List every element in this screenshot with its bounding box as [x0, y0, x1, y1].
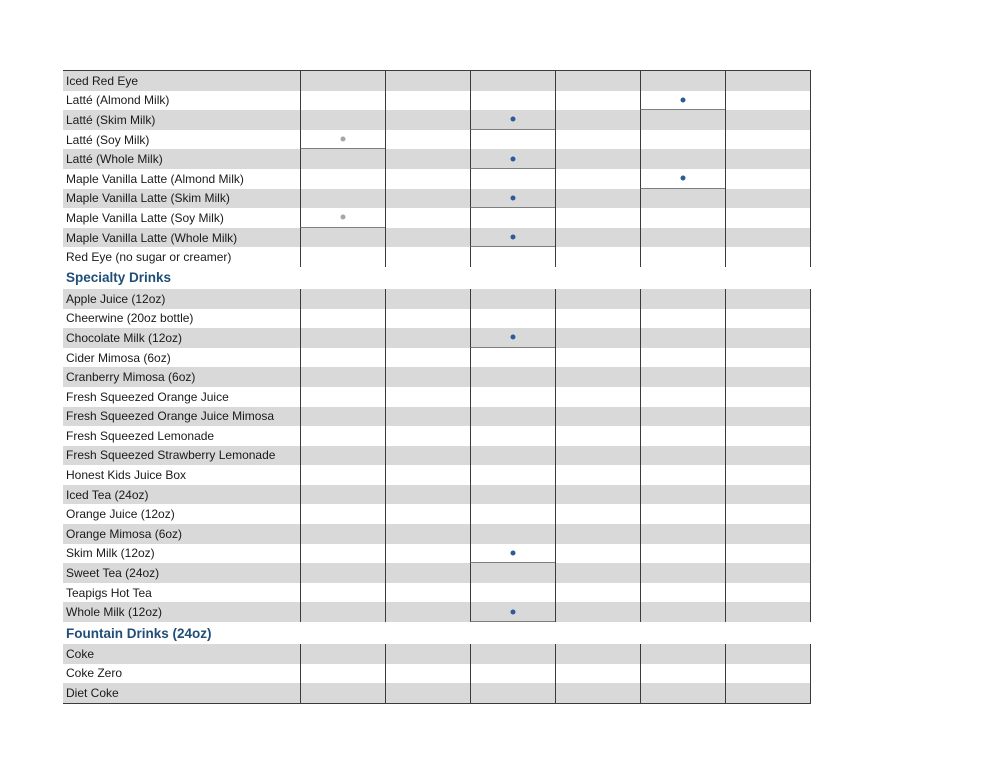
choice-cell[interactable] — [300, 289, 385, 309]
choice-cell[interactable] — [725, 189, 810, 209]
row-label: Teapigs Hot Tea — [66, 585, 152, 600]
choice-cell[interactable] — [300, 169, 385, 189]
choice-cell[interactable] — [470, 130, 555, 150]
choice-cell[interactable] — [385, 228, 470, 248]
row-label: Diet Coke — [66, 686, 119, 701]
selection-dot — [511, 609, 516, 614]
row-label: Cider Mimosa (6oz) — [66, 350, 171, 365]
choice-cell[interactable] — [555, 149, 640, 169]
choice-cell[interactable] — [555, 110, 640, 130]
choice-cell[interactable] — [385, 602, 470, 622]
choice-cell[interactable] — [640, 465, 725, 485]
choice-cell[interactable] — [640, 644, 725, 664]
table-row — [63, 664, 811, 684]
choice-cell[interactable] — [470, 228, 555, 248]
choice-cell[interactable] — [555, 563, 640, 583]
choice-cell[interactable] — [640, 563, 725, 583]
choice-cell[interactable] — [300, 110, 385, 130]
choice-cell[interactable] — [300, 664, 385, 684]
choice-cell[interactable] — [555, 208, 640, 228]
choice-cell[interactable] — [555, 683, 640, 703]
choice-cell[interactable] — [385, 189, 470, 209]
choice-cell[interactable] — [385, 208, 470, 228]
selection-dot — [681, 176, 686, 181]
choice-cell[interactable] — [470, 583, 555, 603]
choice-cell[interactable] — [385, 247, 470, 267]
table-row — [63, 563, 811, 583]
choice-cell[interactable] — [640, 683, 725, 703]
choice-cell[interactable] — [640, 426, 725, 446]
choice-cell[interactable] — [725, 387, 810, 407]
choice-cell[interactable] — [725, 348, 810, 368]
choice-cell[interactable] — [470, 426, 555, 446]
choice-cell[interactable] — [470, 602, 555, 622]
table-row — [63, 71, 811, 91]
choice-cell[interactable] — [385, 465, 470, 485]
choice-cell[interactable] — [300, 387, 385, 407]
row-label: Chocolate Milk (12oz) — [66, 330, 183, 345]
choice-cell[interactable] — [640, 664, 725, 684]
row-label: Whole Milk (12oz) — [66, 605, 163, 620]
choice-cell[interactable] — [725, 247, 810, 267]
choice-cell[interactable] — [725, 426, 810, 446]
choice-cell[interactable] — [385, 328, 470, 348]
choice-cell[interactable] — [555, 426, 640, 446]
table-row — [63, 289, 811, 309]
row-label: Skim Milk (12oz) — [66, 546, 155, 561]
row-label: Orange Juice (12oz) — [66, 507, 175, 522]
choice-cell[interactable] — [300, 426, 385, 446]
choice-cell[interactable] — [470, 91, 555, 111]
choice-cell[interactable] — [555, 544, 640, 564]
choice-cell[interactable] — [385, 130, 470, 150]
choice-cell[interactable] — [300, 602, 385, 622]
choice-cell[interactable] — [470, 504, 555, 524]
row-label: Sweet Tea (24oz) — [66, 566, 160, 581]
table-row — [63, 407, 811, 427]
choice-cell[interactable] — [385, 289, 470, 309]
choice-cell[interactable] — [470, 309, 555, 329]
section-header: Fountain Drinks (24oz) — [63, 622, 811, 644]
choice-cell[interactable] — [725, 71, 810, 91]
choice-cell[interactable] — [385, 91, 470, 111]
choice-cell[interactable] — [385, 544, 470, 564]
row-label: Honest Kids Juice Box — [66, 468, 187, 483]
choice-cell[interactable] — [555, 367, 640, 387]
choice-cell[interactable] — [725, 446, 810, 466]
choice-cell[interactable] — [725, 583, 810, 603]
choice-cell[interactable] — [300, 71, 385, 91]
choice-cell[interactable] — [300, 189, 385, 209]
choice-cell[interactable] — [300, 644, 385, 664]
choice-cell[interactable] — [385, 504, 470, 524]
choice-cell[interactable] — [640, 328, 725, 348]
row-label: Red Eye (no sugar or creamer) — [66, 250, 232, 265]
choice-cell[interactable] — [725, 407, 810, 427]
choice-cell[interactable] — [555, 309, 640, 329]
choice-cell[interactable] — [555, 348, 640, 368]
choice-cell[interactable] — [470, 407, 555, 427]
choice-cell[interactable] — [555, 524, 640, 544]
drinks-order-sheet — [63, 70, 811, 704]
choice-cell[interactable] — [555, 465, 640, 485]
choice-cell[interactable] — [640, 348, 725, 368]
choice-cell[interactable] — [300, 247, 385, 267]
choice-cell[interactable] — [555, 446, 640, 466]
choice-cell[interactable] — [640, 149, 725, 169]
choice-cell[interactable] — [300, 149, 385, 169]
row-label: Apple Juice (12oz) — [66, 291, 166, 306]
choice-cell[interactable] — [640, 208, 725, 228]
choice-cell[interactable] — [725, 208, 810, 228]
choice-cell[interactable] — [470, 208, 555, 228]
choice-cell[interactable] — [555, 289, 640, 309]
table-row — [63, 247, 811, 267]
choice-cell[interactable] — [470, 465, 555, 485]
choice-cell[interactable] — [385, 683, 470, 703]
choice-cell[interactable] — [385, 583, 470, 603]
choice-cell[interactable] — [385, 426, 470, 446]
row-label: Fresh Squeezed Orange Juice Mimosa — [66, 409, 275, 424]
row-label: Iced Red Eye — [66, 73, 139, 88]
choice-cell[interactable] — [470, 563, 555, 583]
choice-cell[interactable] — [385, 71, 470, 91]
choice-cell[interactable] — [725, 228, 810, 248]
row-label: Cranberry Mimosa (6oz) — [66, 370, 196, 385]
selection-dot — [341, 215, 346, 220]
choice-cell[interactable] — [300, 446, 385, 466]
choice-cell[interactable] — [640, 504, 725, 524]
choice-cell[interactable] — [300, 465, 385, 485]
choice-cell[interactable] — [640, 602, 725, 622]
choice-cell[interactable] — [300, 367, 385, 387]
choice-cell[interactable] — [555, 71, 640, 91]
selection-dot — [511, 550, 516, 555]
choice-cell[interactable] — [470, 348, 555, 368]
choice-cell[interactable] — [640, 71, 725, 91]
choice-cell[interactable] — [385, 348, 470, 368]
choice-cell[interactable] — [640, 91, 725, 111]
table-row — [63, 426, 811, 446]
choice-cell[interactable] — [725, 644, 810, 664]
choice-cell[interactable] — [640, 189, 725, 209]
row-label: Latté (Whole Milk) — [66, 152, 163, 167]
table-row — [63, 387, 811, 407]
choice-cell[interactable] — [555, 387, 640, 407]
choice-cell[interactable] — [385, 110, 470, 130]
choice-cell[interactable] — [470, 446, 555, 466]
choice-cell[interactable] — [725, 524, 810, 544]
choice-cell[interactable] — [640, 289, 725, 309]
table-section — [63, 267, 811, 622]
choice-cell[interactable] — [555, 602, 640, 622]
selection-dot — [511, 335, 516, 340]
selection-dot — [511, 156, 516, 161]
choice-cell[interactable] — [725, 110, 810, 130]
choice-cell[interactable] — [555, 644, 640, 664]
choice-cell[interactable] — [555, 504, 640, 524]
choice-cell[interactable] — [470, 644, 555, 664]
choice-cell[interactable] — [725, 367, 810, 387]
table-row — [63, 465, 811, 485]
selection-dot — [511, 235, 516, 240]
table-row — [63, 446, 811, 466]
table-row — [63, 602, 811, 622]
choice-cell[interactable] — [470, 110, 555, 130]
choice-cell[interactable] — [385, 485, 470, 505]
table-section — [63, 622, 811, 704]
choice-cell[interactable] — [555, 328, 640, 348]
choice-cell[interactable] — [555, 130, 640, 150]
choice-cell[interactable] — [725, 563, 810, 583]
choice-cell[interactable] — [555, 228, 640, 248]
choice-cell[interactable] — [640, 583, 725, 603]
choice-cell[interactable] — [385, 644, 470, 664]
choice-cell[interactable] — [300, 309, 385, 329]
table-row — [63, 130, 811, 150]
choice-cell[interactable] — [725, 130, 810, 150]
table-row — [63, 309, 811, 329]
choice-cell[interactable] — [300, 524, 385, 544]
table-row — [63, 583, 811, 603]
choice-cell[interactable] — [640, 446, 725, 466]
choice-cell[interactable] — [300, 130, 385, 150]
row-label: Maple Vanilla Latte (Almond Milk) — [66, 171, 244, 186]
choice-cell[interactable] — [725, 485, 810, 505]
choice-cell[interactable] — [555, 91, 640, 111]
choice-cell[interactable] — [725, 169, 810, 189]
choice-cell[interactable] — [300, 583, 385, 603]
choice-cell[interactable] — [300, 544, 385, 564]
choice-cell[interactable] — [555, 583, 640, 603]
choice-cell[interactable] — [470, 71, 555, 91]
table-row — [63, 208, 811, 228]
choice-cell[interactable] — [470, 485, 555, 505]
choice-cell[interactable] — [725, 465, 810, 485]
row-label: Latté (Almond Milk) — [66, 93, 170, 108]
choice-cell[interactable] — [555, 407, 640, 427]
choice-cell[interactable] — [640, 544, 725, 564]
selection-dot — [341, 137, 346, 142]
table-row — [63, 189, 811, 209]
choice-cell[interactable] — [300, 504, 385, 524]
choice-cell[interactable] — [555, 664, 640, 684]
choice-cell[interactable] — [725, 544, 810, 564]
table-row — [63, 228, 811, 248]
choice-cell[interactable] — [385, 387, 470, 407]
choice-cell[interactable] — [470, 289, 555, 309]
choice-cell[interactable] — [640, 130, 725, 150]
table-row — [63, 504, 811, 524]
row-label: Orange Mimosa (6oz) — [66, 526, 183, 541]
choice-cell[interactable] — [300, 683, 385, 703]
row-label: Maple Vanilla Latte (Whole Milk) — [66, 230, 238, 245]
choice-cell[interactable] — [725, 289, 810, 309]
choice-cell[interactable] — [470, 189, 555, 209]
choice-cell[interactable] — [385, 309, 470, 329]
choice-cell[interactable] — [470, 247, 555, 267]
choice-cell[interactable] — [385, 524, 470, 544]
choice-cell[interactable] — [555, 247, 640, 267]
choice-cell[interactable] — [300, 228, 385, 248]
choice-cell[interactable] — [385, 446, 470, 466]
row-label: Iced Tea (24oz) — [66, 487, 149, 502]
section-rows — [63, 70, 811, 267]
choice-cell[interactable] — [640, 309, 725, 329]
choice-cell[interactable] — [725, 664, 810, 684]
choice-cell[interactable] — [725, 328, 810, 348]
choice-cell[interactable] — [725, 91, 810, 111]
row-label: Maple Vanilla Latte (Soy Milk) — [66, 210, 224, 225]
choice-cell[interactable] — [640, 228, 725, 248]
choice-cell[interactable] — [300, 348, 385, 368]
choice-cell[interactable] — [725, 602, 810, 622]
table-row — [63, 485, 811, 505]
choice-cell[interactable] — [555, 485, 640, 505]
table-row — [63, 169, 811, 189]
choice-cell[interactable] — [470, 664, 555, 684]
choice-cell[interactable] — [640, 485, 725, 505]
choice-cell[interactable] — [300, 563, 385, 583]
row-label: Cheerwine (20oz bottle) — [66, 311, 194, 326]
choice-cell[interactable] — [385, 563, 470, 583]
choice-cell[interactable] — [640, 524, 725, 544]
table-row — [63, 110, 811, 130]
section-header: Specialty Drinks — [63, 267, 811, 289]
choice-cell[interactable] — [385, 367, 470, 387]
table-row — [63, 644, 811, 664]
choice-cell[interactable] — [300, 328, 385, 348]
table-row — [63, 328, 811, 348]
choice-cell[interactable] — [725, 683, 810, 703]
choice-cell[interactable] — [385, 169, 470, 189]
table-section — [63, 70, 811, 267]
table-row — [63, 91, 811, 111]
choice-cell[interactable] — [640, 367, 725, 387]
row-label: Coke Zero — [66, 666, 123, 681]
section-rows — [63, 644, 811, 704]
row-label: Maple Vanilla Latte (Skim Milk) — [66, 191, 230, 206]
choice-cell[interactable] — [470, 149, 555, 169]
choice-cell[interactable] — [470, 524, 555, 544]
table-row — [63, 683, 811, 703]
table-row — [63, 524, 811, 544]
choice-cell[interactable] — [725, 149, 810, 169]
selection-dot — [511, 195, 516, 200]
choice-cell[interactable] — [470, 683, 555, 703]
section-rows — [63, 289, 811, 622]
choice-cell[interactable] — [300, 91, 385, 111]
choice-cell[interactable] — [640, 407, 725, 427]
table-row — [63, 149, 811, 169]
choice-cell[interactable] — [385, 664, 470, 684]
choice-cell[interactable] — [300, 485, 385, 505]
row-label: Latté (Skim Milk) — [66, 112, 156, 127]
choice-cell[interactable] — [640, 247, 725, 267]
choice-cell[interactable] — [640, 169, 725, 189]
choice-cell[interactable] — [555, 189, 640, 209]
choice-cell[interactable] — [470, 544, 555, 564]
choice-cell[interactable] — [385, 407, 470, 427]
row-label: Fresh Squeezed Lemonade — [66, 428, 215, 443]
choice-cell[interactable] — [555, 169, 640, 189]
selection-dot — [511, 117, 516, 122]
choice-cell[interactable] — [385, 149, 470, 169]
table-row — [63, 544, 811, 564]
table-row — [63, 348, 811, 368]
choice-cell[interactable] — [640, 110, 725, 130]
choice-cell[interactable] — [300, 208, 385, 228]
choice-cell[interactable] — [300, 407, 385, 427]
table-row — [63, 367, 811, 387]
choice-cell[interactable] — [725, 309, 810, 329]
row-label: Latté (Soy Milk) — [66, 132, 150, 147]
choice-cell[interactable] — [640, 387, 725, 407]
choice-cell[interactable] — [470, 387, 555, 407]
choice-cell[interactable] — [470, 169, 555, 189]
choice-cell[interactable] — [470, 367, 555, 387]
row-label: Fresh Squeezed Orange Juice — [66, 389, 229, 404]
choice-cell[interactable] — [725, 504, 810, 524]
row-label: Fresh Squeezed Strawberry Lemonade — [66, 448, 276, 463]
choice-cell[interactable] — [470, 328, 555, 348]
row-label: Coke — [66, 646, 95, 661]
selection-dot — [681, 97, 686, 102]
